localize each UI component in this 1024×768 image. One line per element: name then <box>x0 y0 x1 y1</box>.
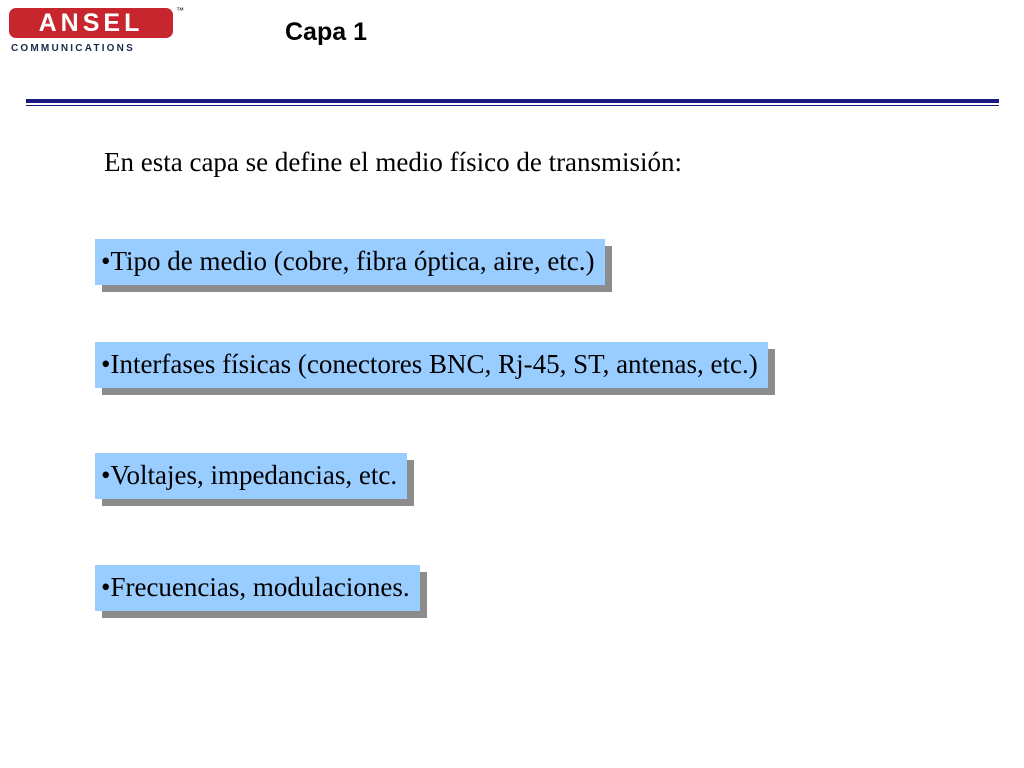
bullet-box-physical-interfaces: •Interfases físicas (conectores BNC, Rj-45, ST, antenas, etc.) <box>95 342 768 388</box>
bullet-box-voltages: •Voltajes, impedancias, etc. <box>95 453 407 499</box>
logo-badge <box>9 8 173 38</box>
logo-trademark: ™ <box>176 6 184 15</box>
slide-title: Capa 1 <box>285 18 367 46</box>
logo-brand-text: ANSEL <box>38 8 144 37</box>
bullet-box-frequencies: •Frecuencias, modulaciones. <box>95 565 420 611</box>
company-logo <box>9 8 189 56</box>
bullet-box-medium-type: •Tipo de medio (cobre, fibra óptica, aire, etc.) <box>95 239 605 285</box>
header-divider-thin <box>26 105 999 106</box>
intro-text: En esta capa se define el medio físico de transmisión: <box>104 147 683 177</box>
logo-subtitle: COMMUNICATIONS <box>11 43 135 54</box>
header-divider <box>26 99 999 103</box>
